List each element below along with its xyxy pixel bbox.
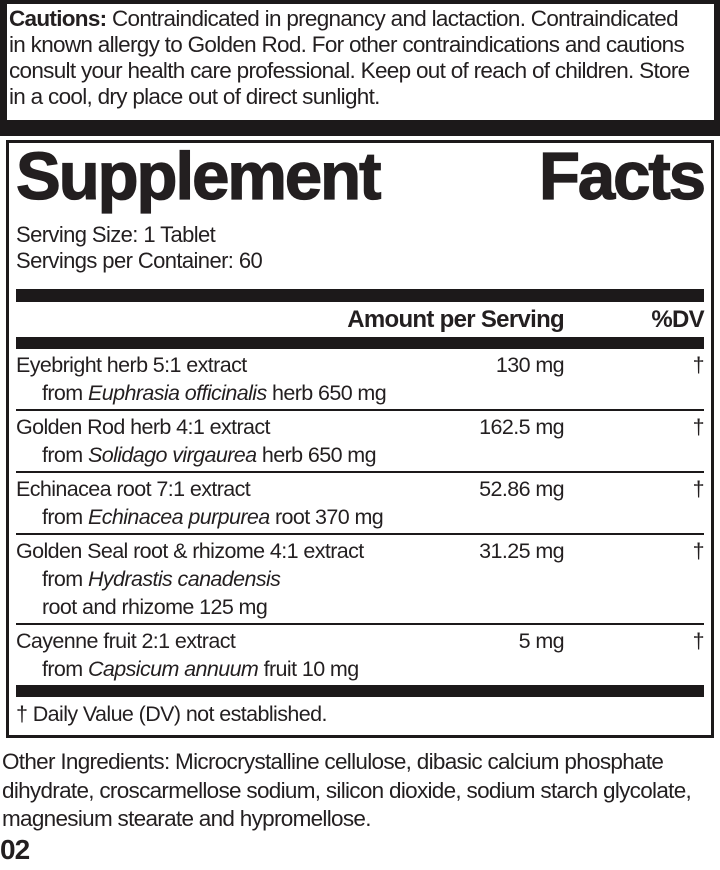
ingredient-name: Eyebright herb 5:1 extract	[16, 353, 247, 377]
source-text: from	[42, 505, 88, 529]
divider-bar-header	[16, 337, 704, 349]
ingredient-row	[16, 535, 704, 625]
other-ingredients-line: dihydrate, croscarmellose sodium, silicon dioxide, sodium starch glycolate,	[2, 777, 692, 803]
panel-title-word-1: Supplement	[16, 139, 380, 214]
ingredient-row	[16, 473, 704, 535]
ingredient-amount: 130 mg	[495, 353, 564, 377]
ingredient-amount: 162.5 mg	[479, 415, 564, 439]
column-headers	[16, 302, 704, 337]
source-text: herb 650 mg	[256, 443, 376, 467]
supplement-facts-panel	[6, 140, 714, 738]
cautions-heading: Cautions:	[9, 6, 107, 31]
servings-per-container: Servings per Container: 60	[16, 248, 263, 273]
latin-name: Euphrasia officinalis	[87, 381, 267, 405]
ingredient-dv: †	[692, 539, 704, 563]
ingredient-name: Cayenne fruit 2:1 extract	[16, 629, 236, 653]
ingredient-source-line	[16, 441, 704, 469]
source-text: from	[42, 657, 88, 681]
ingredient-dv: †	[692, 415, 704, 439]
source-text: fruit 10 mg	[258, 657, 359, 681]
source-text: from	[42, 443, 88, 467]
panel-title-word-2: Facts	[538, 139, 704, 214]
ingredient-amount: 52.86 mg	[479, 477, 564, 501]
cautions-line: in a cool, dry place out of direct sunlight.	[9, 84, 380, 109]
source-text: herb 650 mg	[266, 381, 387, 405]
column-header-amount: Amount per Serving	[347, 305, 564, 333]
ingredient-source-line	[16, 593, 704, 621]
ingredient-rows	[16, 349, 704, 685]
ingredient-row	[16, 625, 704, 685]
cautions-line: in known allergy to Golden Rod. For other contraindications and cautions	[9, 32, 685, 57]
source-text: from	[42, 567, 88, 591]
ingredient-row	[16, 411, 704, 473]
latin-name: Echinacea purpurea	[87, 505, 270, 529]
ingredient-main-line	[16, 475, 704, 503]
source-text: from	[42, 381, 88, 405]
cautions-panel	[0, 0, 720, 136]
ingredient-dv: †	[692, 477, 704, 501]
ingredient-name: Golden Seal root & rhizome 4:1 extract	[16, 539, 364, 563]
cautions-line	[9, 6, 714, 32]
latin-name: Capsicum annuum	[87, 657, 259, 681]
ingredient-dv: †	[692, 353, 704, 377]
ingredient-source-line	[16, 379, 704, 407]
other-ingredients	[2, 748, 720, 834]
cautions-line: consult your health care professional. Keep out of reach of children. Store	[9, 58, 690, 83]
latin-name: Solidago virgaurea	[87, 443, 257, 467]
dv-footnote: † Daily Value (DV) not established.	[16, 702, 327, 726]
divider-bar-top	[16, 289, 704, 302]
ingredient-dv: †	[692, 629, 704, 653]
other-ingredients-line: Other Ingredients: Microcrystalline cellulose, dibasic calcium phosphate	[2, 749, 664, 774]
ingredient-row	[16, 349, 704, 411]
ingredient-main-line	[16, 627, 704, 655]
ingredient-amount: 31.25 mg	[479, 539, 564, 563]
ingredient-source-line	[16, 565, 704, 593]
ingredient-name: Echinacea root 7:1 extract	[16, 477, 251, 501]
divider-bar-bottom	[16, 685, 704, 697]
panel-title	[16, 139, 704, 214]
cautions-text: Contraindicated in pregnancy and lactaction. Contraindicated	[106, 6, 678, 31]
lot-code: 02	[0, 833, 30, 865]
ingredient-source-line	[16, 655, 704, 683]
source-text: root 370 mg	[269, 505, 384, 529]
serving-size: Serving Size: 1 Tablet	[16, 222, 216, 247]
source-text: root and rhizome 125 mg	[42, 595, 268, 619]
ingredient-amount: 5 mg	[518, 629, 564, 653]
ingredient-source-line	[16, 503, 704, 531]
ingredient-main-line	[16, 351, 704, 379]
latin-name: Hydrastis canadensis	[87, 567, 281, 591]
column-header-dv: %DV	[651, 305, 704, 333]
ingredient-main-line	[16, 537, 704, 565]
ingredient-name: Golden Rod herb 4:1 extract	[16, 415, 270, 439]
ingredient-main-line	[16, 413, 704, 441]
other-ingredients-line: magnesium stearate and hypromellose.	[2, 806, 371, 831]
